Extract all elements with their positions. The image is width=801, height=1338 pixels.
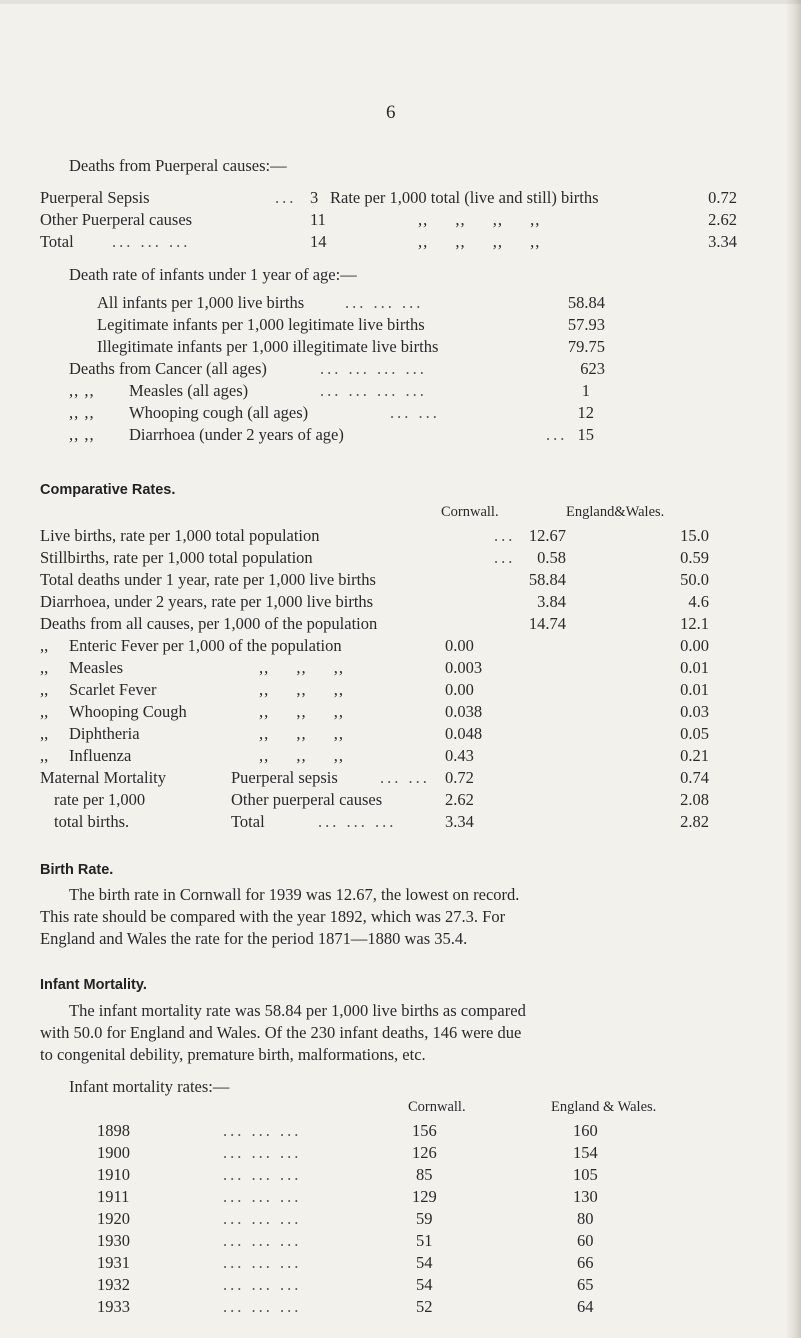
- cornwall-value: 0.00: [445, 680, 474, 699]
- paragraph-line: to congenital debility, premature birth, malformations, etc.: [40, 1045, 426, 1064]
- infant-rates-label: Infant mortality rates:—: [69, 1077, 230, 1096]
- cornwall-value: 0.038: [445, 702, 483, 721]
- leader-dots: ...: [494, 526, 516, 545]
- leader-dots: ... ... ...: [223, 1231, 302, 1250]
- page-right-edge-shadow: [785, 0, 801, 1338]
- year: 1898: [97, 1121, 130, 1140]
- disease-label: Measles: [69, 658, 124, 677]
- infant-death-label: Illegitimate infants per 1,000 illegitimate live births: [97, 337, 439, 356]
- maternal-label: total births.: [54, 812, 130, 831]
- cornwall-value: 14.74: [528, 614, 566, 633]
- puerperal-rate-value: 3.34: [708, 232, 737, 251]
- leader-dots: ... ... ...: [345, 293, 424, 312]
- england-value: 66: [577, 1253, 594, 1272]
- england-value: 0.00: [680, 636, 709, 655]
- infant-death-value: 58.84: [567, 293, 605, 312]
- puerperal-label: Puerperal Sepsis: [40, 188, 150, 207]
- england-value: 2.82: [680, 812, 709, 831]
- england-value: 4.6: [688, 592, 709, 611]
- leader-dots: ... ... ...: [223, 1165, 302, 1184]
- disease-label: Diphtheria: [69, 724, 140, 743]
- leader-dots: ... ... ... ...: [320, 359, 427, 378]
- page-number: 6: [386, 102, 396, 123]
- england-value: 0.05: [680, 724, 709, 743]
- puerperal-rate-value: 2.62: [708, 210, 737, 229]
- cause-value: 1: [581, 381, 590, 400]
- leader-dots: ... ...: [380, 768, 430, 787]
- ditto-marks: ,,: [40, 636, 49, 655]
- ditto-marks: ,, ,, ,, ,,: [418, 210, 541, 229]
- year: 1933: [97, 1297, 130, 1316]
- cornwall-value: 0.048: [445, 724, 483, 743]
- puerperal-heading: Deaths from Puerperal causes:—: [69, 156, 287, 175]
- column-header-england-wales: England&Wales.: [566, 504, 665, 520]
- leader-dots: ...: [546, 425, 568, 444]
- cornwall-value: 156: [412, 1121, 437, 1140]
- puerperal-label: Total: [40, 232, 74, 251]
- leader-dots: ... ...: [390, 403, 440, 422]
- england-value: 64: [577, 1297, 594, 1316]
- ditto-marks: ,, ,,: [69, 381, 95, 400]
- maternal-label: Maternal Mortality: [40, 768, 167, 787]
- comparative-label: Live births, rate per 1,000 total population: [40, 526, 320, 545]
- year: 1900: [97, 1143, 130, 1162]
- england-value: 154: [573, 1143, 598, 1162]
- cornwall-value: 129: [412, 1187, 437, 1206]
- comparative-label: Deaths from all causes, per 1,000 of the population: [40, 614, 378, 633]
- leader-dots: ... ... ...: [223, 1209, 302, 1228]
- cornwall-value: 126: [412, 1143, 437, 1162]
- england-value: 80: [577, 1209, 594, 1228]
- year: 1932: [97, 1275, 130, 1294]
- cornwall-value: 58.84: [528, 570, 566, 589]
- ditto-marks: ,, ,,: [69, 403, 95, 422]
- column-header-cornwall: Cornwall.: [441, 504, 499, 520]
- ditto-marks: ,,: [40, 658, 49, 677]
- england-value: 0.21: [680, 746, 709, 765]
- leader-dots: ... ... ...: [223, 1253, 302, 1272]
- england-value: 160: [573, 1121, 598, 1140]
- maternal-cause: Total: [231, 812, 265, 831]
- leader-dots: ... ... ...: [223, 1121, 302, 1140]
- england-value: 2.08: [680, 790, 709, 809]
- ditto-marks: ,, ,,: [69, 425, 95, 444]
- infant-death-heading: Death rate of infants under 1 year of age:—: [69, 265, 357, 284]
- ditto-marks: ,, ,, ,,: [259, 680, 344, 699]
- england-value: 60: [577, 1231, 594, 1250]
- leader-dots: ...: [494, 548, 516, 567]
- leader-dots: ... ... ...: [223, 1143, 302, 1162]
- infant-death-label: Legitimate infants per 1,000 legitimate live births: [97, 315, 425, 334]
- paragraph-line: England and Wales the rate for the period 1871—1880 was 35.4.: [40, 929, 468, 948]
- maternal-cause: Other puerperal causes: [231, 790, 383, 809]
- leader-dots: ... ... ...: [223, 1297, 302, 1316]
- ditto-marks: ,, ,, ,,: [259, 746, 344, 765]
- infant-mortality-heading: Infant Mortality.: [40, 977, 147, 993]
- comparative-label: Diarrhoea, under 2 years, rate per 1,000 live births: [40, 592, 374, 611]
- year: 1911: [97, 1187, 130, 1206]
- ditto-marks: ,,: [40, 746, 49, 765]
- ditto-marks: ,, ,, ,,: [259, 702, 344, 721]
- cornwall-value: 0.43: [445, 746, 474, 765]
- maternal-cause: Puerperal sepsis: [231, 768, 338, 787]
- disease-label: Whooping Cough: [69, 702, 187, 721]
- cause-value: 15: [577, 425, 594, 444]
- cornwall-value: 2.62: [445, 790, 474, 809]
- cause-label: Measles (all ages): [129, 381, 249, 400]
- puerperal-count: 11: [310, 210, 326, 229]
- cornwall-value: 52: [416, 1297, 433, 1316]
- cause-value: 623: [580, 359, 605, 378]
- england-value: 50.0: [680, 570, 709, 589]
- birth-rate-heading: Birth Rate.: [40, 862, 114, 878]
- cause-label: Whooping cough (all ages): [129, 403, 309, 422]
- ditto-marks: ,, ,, ,,: [259, 658, 344, 677]
- cornwall-value: 3.84: [537, 592, 566, 611]
- year: 1910: [97, 1165, 130, 1184]
- leader-dots: ... ... ...: [318, 812, 397, 831]
- cornwall-value: 0.58: [537, 548, 566, 567]
- paragraph-line: This rate should be compared with the year 1892, which was 27.3. For: [40, 907, 506, 926]
- england-value: 0.59: [680, 548, 709, 567]
- cornwall-value: 59: [416, 1209, 433, 1228]
- england-value: 15.0: [680, 526, 709, 545]
- leader-dots: ... ... ... ...: [320, 381, 427, 400]
- ditto-marks: ,, ,, ,, ,,: [418, 232, 541, 251]
- paragraph-line: The infant mortality rate was 58.84 per 1,000 live births as compared: [69, 1001, 526, 1020]
- infant-death-value: 79.75: [567, 337, 605, 356]
- cause-label: Deaths from Cancer (all ages): [69, 359, 267, 378]
- cornwall-value: 12.67: [528, 526, 566, 545]
- disease-label: Scarlet Fever: [69, 680, 157, 699]
- column-header-england-wales: England & Wales.: [551, 1099, 657, 1115]
- column-header-cornwall: Cornwall.: [408, 1099, 466, 1115]
- puerperal-rate-text: Rate per 1,000 total (live and still) births: [330, 188, 599, 207]
- year: 1920: [97, 1209, 130, 1228]
- cornwall-value: 85: [416, 1165, 433, 1184]
- ditto-marks: ,,: [40, 680, 49, 699]
- leader-dots: ... ... ...: [223, 1275, 302, 1294]
- comparative-heading: Comparative Rates.: [40, 482, 176, 498]
- infant-death-value: 57.93: [567, 315, 605, 334]
- england-value: 0.01: [680, 680, 709, 699]
- comparative-label: Stillbirths, rate per 1,000 total population: [40, 548, 313, 567]
- disease-label: Enteric Fever per 1,000 of the population: [69, 636, 342, 655]
- england-value: 12.1: [680, 614, 709, 633]
- cornwall-value: 54: [416, 1253, 433, 1272]
- cornwall-value: 54: [416, 1275, 433, 1294]
- page-top-edge: [0, 0, 801, 4]
- maternal-label: rate per 1,000: [54, 790, 146, 809]
- comparative-label: Total deaths under 1 year, rate per 1,000 live births: [40, 570, 376, 589]
- ditto-marks: ,,: [40, 702, 49, 721]
- ditto-marks: ,, ,, ,,: [259, 724, 344, 743]
- leader-dots: ... ... ...: [112, 232, 191, 251]
- england-value: 0.74: [680, 768, 709, 787]
- cornwall-value: 3.34: [445, 812, 474, 831]
- puerperal-count: 14: [310, 232, 327, 251]
- puerperal-rate-value: 0.72: [708, 188, 737, 207]
- leader-dots: ...: [275, 188, 297, 207]
- year: 1930: [97, 1231, 130, 1250]
- infant-death-label: All infants per 1,000 live births: [97, 293, 305, 312]
- cause-value: 12: [577, 403, 594, 422]
- leader-dots: ... ... ...: [223, 1187, 302, 1206]
- disease-label: Influenza: [69, 746, 132, 765]
- cornwall-value: 0.72: [445, 768, 474, 787]
- ditto-marks: ,,: [40, 724, 49, 743]
- cornwall-value: 51: [416, 1231, 433, 1250]
- england-value: 0.03: [680, 702, 709, 721]
- cornwall-value: 0.003: [445, 658, 483, 677]
- england-value: 65: [577, 1275, 594, 1294]
- puerperal-count: 3: [310, 188, 319, 207]
- england-value: 130: [573, 1187, 598, 1206]
- england-value: 105: [573, 1165, 598, 1184]
- paragraph-line: with 50.0 for England and Wales. Of the 230 infant deaths, 146 were due: [40, 1023, 522, 1042]
- paragraph-line: The birth rate in Cornwall for 1939 was 12.67, the lowest on record.: [69, 885, 520, 904]
- england-value: 0.01: [680, 658, 709, 677]
- year: 1931: [97, 1253, 130, 1272]
- puerperal-label: Other Puerperal causes: [40, 210, 193, 229]
- cause-label: Diarrhoea (under 2 years of age): [129, 425, 344, 444]
- cornwall-value: 0.00: [445, 636, 474, 655]
